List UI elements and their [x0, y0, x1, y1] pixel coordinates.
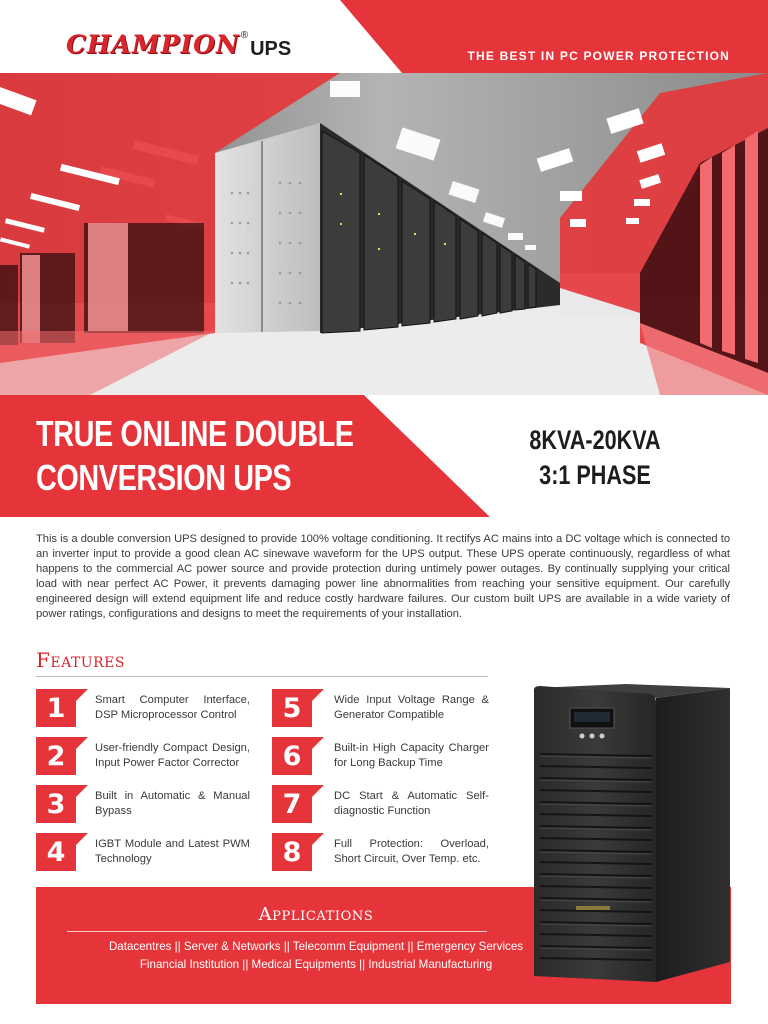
feature-7-text: DC Start & Automatic Self-diagnostic Function	[334, 790, 489, 817]
feature-number-2-tab	[76, 737, 88, 749]
product-title-line2: CONVERSION UPS	[36, 457, 292, 498]
product-title-line1: TRUE ONLINE DOUBLE	[36, 413, 354, 454]
feature-number-6-tab	[312, 737, 324, 749]
feature-number-7-tab	[312, 785, 324, 797]
datacenter-hero-image	[0, 73, 768, 395]
features-divider	[36, 676, 488, 677]
feature-1-text: Smart Computer Interface, DSP Microprocessor Control	[95, 694, 250, 721]
feature-number-8: 8	[272, 833, 312, 871]
tagline: THE BEST IN PC POWER PROTECTION	[467, 49, 730, 63]
feature-8-text: Full Protection: Overload, Short Circuit, Over Temp. etc.	[334, 838, 489, 865]
feature-number-7: 7	[272, 785, 312, 823]
feature-number-3: 3	[36, 785, 76, 823]
logo-registered-mark: ®	[240, 30, 249, 41]
kva-range: 8KVA-20KVA	[529, 425, 661, 455]
phase-spec: 3:1 PHASE	[539, 460, 651, 490]
applications-heading: Applications	[258, 904, 374, 925]
feature-2-text: User-friendly Compact Design, Input Power Factor Corrector	[95, 742, 250, 769]
feature-number-4: 4	[36, 833, 76, 871]
feature-3-text: Built in Automatic & Manual Bypass	[95, 790, 250, 817]
feature-number-3-tab	[76, 785, 88, 797]
champion-ups-logo	[66, 30, 291, 61]
feature-number-8-tab	[312, 833, 324, 845]
logo-suffix: UPS	[250, 38, 292, 60]
feature-number-6: 6	[272, 737, 312, 775]
product-title	[36, 412, 354, 500]
applications-line-1: Datacentres || Server & Networks || Telecomm Equipment || Emergency Services	[108, 940, 524, 953]
feature-6-text: Built-in High Capacity Charger for Long Backup Time	[334, 742, 489, 769]
feature-number-5: 5	[272, 689, 312, 727]
logo-brand: CHAMPION	[66, 30, 240, 59]
feature-number-1-tab	[76, 689, 88, 701]
applications-line-2: Financial Institution || Medical Equipments || Industrial Manufacturing	[139, 958, 493, 971]
feature-5-text: Wide Input Voltage Range & Generator Compatible	[334, 694, 489, 721]
feature-number-5-tab	[312, 689, 324, 701]
feature-number-2: 2	[36, 737, 76, 775]
applications-divider	[67, 931, 487, 932]
features-heading: Features	[36, 648, 125, 672]
feature-4-text: IGBT Module and Latest PWM Technology	[95, 838, 250, 865]
ups-product-image	[526, 684, 736, 982]
feature-number-1: 1	[36, 689, 76, 727]
intro-paragraph: This is a double conversion UPS designed to provide 100% voltage conditioning. It rectifys AC mains into a DC voltage which is connected to an inverter input to provide a good clean AC sinewave waveform for the UPS output. These UPS operate continuously, regardless of what happens to the commercial AC power source and provide protection during untimely power outages. By continually supplying your critical load with near perfect AC Power, it prevents damaging power line abnormalities from reaching your sensitive equipment. Our carefully engineered design will extend equipment life and reduce costly hardware failures. Our custom built UPS are available in a wide variety of power ratings, configurations and designs to meet the requirements of your installation.	[36, 533, 730, 621]
feature-number-4-tab	[76, 833, 88, 845]
